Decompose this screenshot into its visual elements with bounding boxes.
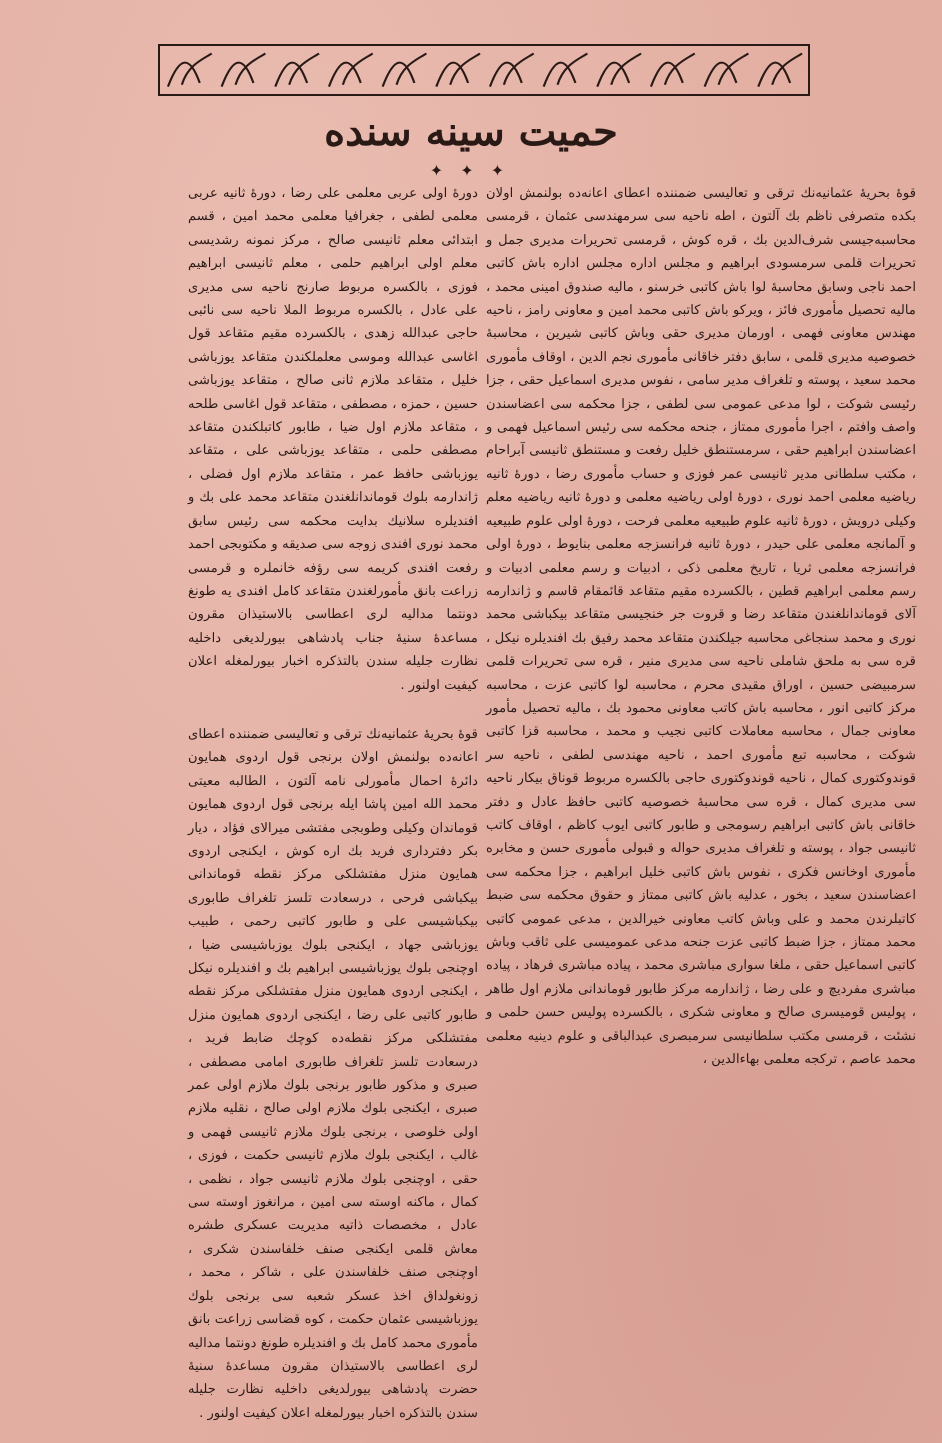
left-column-paragraph-1: دورهٔ اولى عربى معلمى على رضا ، دورهٔ ثانيه عربى معلمى لطفى ، جغرافيا معلمى محمد امين ، قسم ابتدائى معلم ثانيسى صالح ، مركز نمونه رشديسى معلم اولى ابراهيم حلمى ، معلم ثانيسى ابراهيم فوزى ، بالكسره مربوط صارنج ناحيه سى مديرى على عادل ، بالكسره مربوط الملا ناحيه سى نائبى حاجى عبدالله زهدى ، بالكسرده مقيم متقاعد قول اغاسى عبدالله وموسى معلملكندن متقاعد يوزباشى خليل ، متقاعد ملازم ثانى صالح ، متقاعد يوزباشى حسين ، حمزه ، مصطفى ، متقاعد قول اغاسى طلحه ، متقاعد ملازم اول ضيا ، طابور كاتبلكندن متقاعد مصطفى حلمى ، متقاعد يوزباشى على ، متقاعد يوزباشى حافظ عمر ، متقاعد ملازم اول فضلى ، ژاندارمه بلوك قوماندانلغندن متقاعد محمد على بك و افنديلره سلانيك بدايت محكمه سى رئيس سابق محمد نورى افندى زوجه سى صديقه و مكتوبجى احمد رفعت افندى كريمه سى رؤفه خانملره و قرمسى زراعت بانق مأمورلغندن متقاعد كامل افندى يه طونغ دونتما مداليه لرى اعطاسى بالاستيذان مقرون مساعدهٔ سنيهٔ جناب پادشاهى بيورلديغى داخليه نظارت جليله سندن بالتذكره اخبار بيورلمغله اعلان كيفيت اولنور . xyxy=(188,186,478,693)
decorative-banner xyxy=(158,44,810,96)
left-column xyxy=(188,182,478,1421)
right-column-paragraph: قوهٔ بحريهٔ عثمانيه‌نك ترقى و تعاليسى ضمننده اعطاى اعانه‌ده بولنمش اولان بكده متصرفى ناظم بك آلتون ، اطه ناحيه سى سرمهندسى عثمان ، قرمسى محاسبه‌جيسى شرف‌الدين بك ، قره كوش ، قرمسى تحريرات مديرى جمل و تحريرات قلمى سرمسودى ابراهيم و مجلس اداره مجلس اداره باش كاتبى احمد ناجى وسابق محاسبهٔ لوا باش كاتبى خرسنو ، ماليه صندوق امينى محمد ، ماليه تحصيل مأمورى فائز ، ويركو باش كاتبى محمد امين و معاونى رامز ، ناحيه مهندس معاونى فهمى ، اورمان مديرى حقى وباش كاتبى شيرين ، محاسبهٔ خصوصيه مديرى قلمى ، سابق دفتر خاقانى مأمورى نجم الدين ، اوقاف مأمورى محمد سعيد ، پوسته و تلغراف مدير سامى ، نفوس مديرى اسماعيل حقى ، جزا رئيسى شوكت ، لوا مدعى عمومى سى لطفى ، جزا محكمه سى اعضاسندن واصف وافتم ، اجرا مأمورى ممتاز ، جنحه محكمه سى رئيس اسماعيل فهمى و اعضاسندن ابراهيم حقى ، سرمستنطق خليل رفعت و مستنطق ثانيسى آبراحام ، مكتب سلطانى مدير ثانيسى عمر فوزى و حساب مأمورى رضا ، دورهٔ ثانيه رياضيه معلمى احمد نورى ، دورهٔ اولى رياضيه معلمى و دورهٔ ثانيه رياضيه معلم وكيلى درويش ، دورهٔ ثانيه علوم طبيعيه معلمى فرحت ، دورهٔ اولى علوم طبيعيه و آلمانجه معلمى على حيدر ، دورهٔ ثانيه فرانسزجه معلمى بنايوط ، دورهٔ اولى فرانسزجه معلمى ثريا ، تاريخ معلمى ذكى ، ادبيات و رسم معلمى ادبيات و رسم معلمى ابراهيم قطين ، بالكسرده مقيم متقاعد قائمقام قاسم و ژاندارمه آلاى قوماندانلغندن متقاعد رضا و قروت جر خنجيسى متقاعد بيكباشى محمد نورى و محمد سنجاغى محاسبه جيلكندن متقاعد محمد رفيق بك افنديلره نيكل ، قره سى به ملحق شاملى ناحيه سى مديرى منير ، قره سى تحريرات قلمى سرمبيضى حسين ، اوراق مقيدى محرم ، محاسبه لوا كاتبى عزت ، محاسبه مركز كاتبى انور ، محاسبه باش كاتب معاونى محمود بك ، ماليه تحصيل مأمور معاونى جمال ، محاسبه معاملات كاتبى نجيب و محمد ، محاسبه قزا كاتبى شوكت ، محاسبه تبع مأمورى احمد ، ناحيه مهندسى لطفى ، ناحيه سر قوندوكتورى كمال ، ناحيه قوندوكتورى حاجى بالكسره مربوط قوناق بيكار ناحيه سى مديرى كمال ، قره سى محاسبهٔ خصوصيه كاتبى حافظ عادل و دفتر خاقانى باش كاتبى ابراهيم رسومجى و طابور كاتبى ايوب كاظم ، اوقاف كاتب ثانيسى جواد ، پوسته و تلغراف مديرى حواله و قبولى مأمورى حسن و مخابره مأمورى اوخانس فكرى ، نفوس باش كاتبى خليل ابراهيم ، جزا محكمه سى اعضاسندن سعيد ، بخور ، عدليه باش كاتبى ممتاز و حقوق محكمه سى ضبط كاتبلرندن محمد و على وباش كاتب معاونى خيرالدين ، مدعى عمومى كاتبى محمد ممتاز ، جزا ضبط كاتبى عزت جنحه مدعى عموميسى على ثاقب وباش كاتبى اسماعيل حقى ، ملغا سوارى مباشرى محمد ، پياده مباشرى فرهاد ، پياده مباشرى مفرديچ و على رضا ، ژاندارمه مركز طابور قوماندانى ملازم اول طاهر ، پوليس قوميسرى صالح و معاونى شكرى ، بالكسرده پوليس حسن حلمى و نشئت ، قرمسى مكتب سلطانيسى سرمبصرى عبدالباقى و علوم دينيه معلمى محمد عاصم ، تركجه معلمى بهاءالدين ، xyxy=(486,186,916,1068)
left-column-paragraph-2: قوهٔ بحريهٔ عثمانيه‌نك ترقى و تعاليسى ضمننده اعطاى اعانه‌ده بولنمش اولان برنجى قول اردوى همايون دائرهٔ احمال مأمورلى نامه آلتون ، الطالبه معيتى محمد الله امين پاشا ايله برنجى قول اردوى همايون قوماندان وكيلى وطوبجى مفتشى ميرالاى فؤاد ، ديار بكر دفتردارى فريد بك اره كوش ، ايكنجى اردوى همايون منزل مفتشلكى مركز نقطه قوماندانى بيكباشى فرحى ، درسعادت تلسز تلغراف طابورى بيكباشيسى على و طابور كاتبى رحمى ، طبيب يوزباشى جهاد ، ايكنجى بلوك يوزباشيسى ضيا ، اوچنجى بلوك يوزباشيسى ابراهيم بك و افنديلره نيكل ، ايكنجى اردوى همايون منزل مفتشلكى مركز نقطه طابور كاتبى على رضا ، ايكنجى اردوى همايون منزل مفتشلكى مركز نقطه‌ده كوچك ضابط فريد ، درسعادت تلسز تلغراف طابورى امامى مصطفى ، صبرى و مذكور طابور برنجى بلوك ملازم اولى عمر صبرى ، ايكنجى بلوك ملازم اولى صالح ، نقليه ملازم اولى خلوصى ، برنجى بلوك ملازم ثانيسى فهمى و غالب ، ايكنجى بلوك ملازم ثانيسى حكمت ، فوزى ، حقى ، اوچنجى بلوك ملازم ثانيسى جواد ، نظمى ، كمال ، ماكنه اوسته سى امين ، مرانغوز اوسته سى عادل ، مخصصات ذاتيه مديريت عسكرى طشره معاش قلمى ايكنجى صنف خلفاسندن شكرى ، اوچنجى صنف خلفاسندن على ، شاكر ، محمد ، زونغولداق اخذ عسكر شعبه سى برنجى بلوك يوزباشيسى عثمان حكمت ، كوه قضاسى زراعت بانق مأمورى محمد كامل بك و افنديلره طونغ دونتما مداليه لرى اعطاسى بالاستيذان مقرون مساعدهٔ سنيهٔ حضرت پادشاهى بيورلديغى داخليه نظارت جليله سندن بالتذكره اخبار بيورلمغله اعلان كيفيت اولنور . xyxy=(188,726,478,1421)
right-column xyxy=(486,182,916,1362)
page-title: حميت سينه سنده xyxy=(324,108,618,155)
title-ornament: ✦ ✦ ✦ xyxy=(429,161,511,180)
ornament-pattern-icon xyxy=(160,46,808,94)
